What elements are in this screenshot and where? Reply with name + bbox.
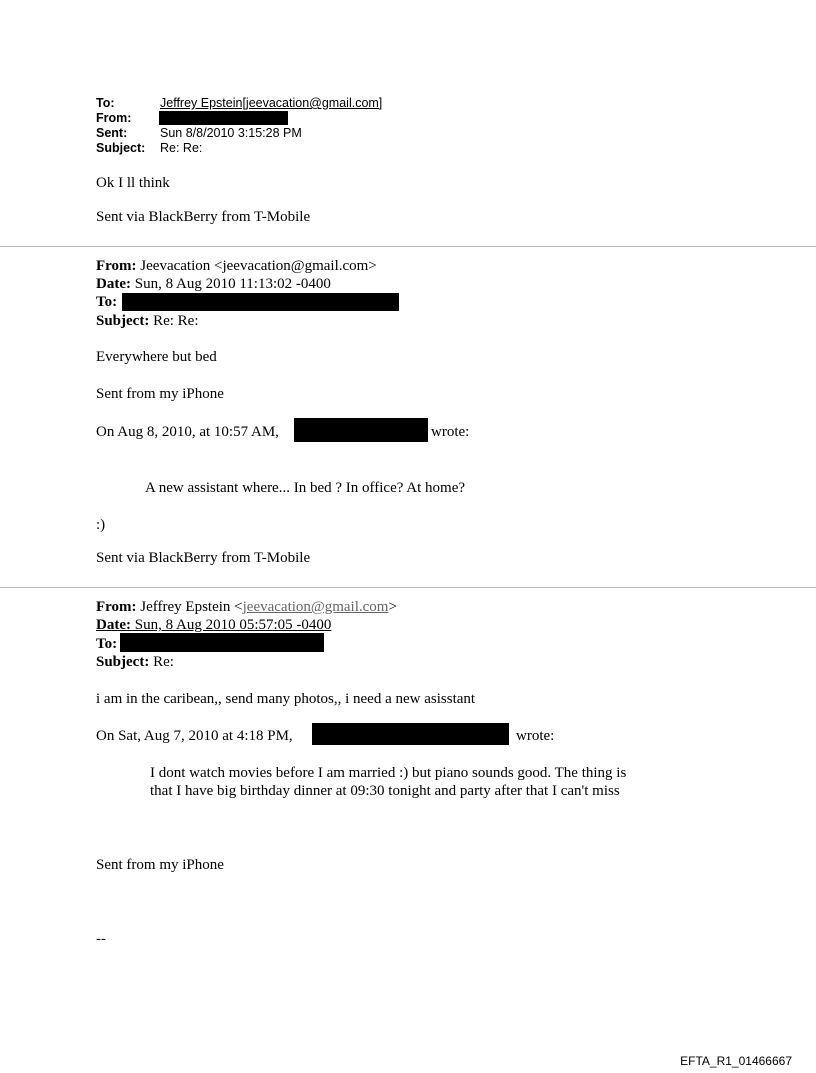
to-line bbox=[96, 636, 117, 653]
from-label: From: bbox=[96, 599, 137, 615]
date-label: Date: bbox=[96, 276, 131, 292]
date-value: Sun, 8 Aug 2010 05:57:05 -0400 bbox=[130, 617, 332, 633]
to-line bbox=[96, 294, 117, 311]
closing-dashes: -- bbox=[96, 931, 106, 947]
redaction-box bbox=[120, 633, 324, 652]
subject-label: Subject: bbox=[96, 313, 150, 329]
from-label: From: bbox=[96, 258, 137, 274]
from-value: Jeevacation <jeevacation@gmail.com> bbox=[136, 258, 377, 274]
message-body: Ok I ll think bbox=[96, 175, 170, 191]
quote-intro: On Sat, Aug 7, 2010 at 4:18 PM, bbox=[96, 728, 293, 744]
smiley-text: :) bbox=[96, 517, 106, 533]
from-value: Jeffrey Epstein < bbox=[136, 599, 243, 615]
to-label: To: bbox=[96, 636, 118, 652]
date-label: Date: bbox=[96, 617, 131, 633]
divider bbox=[0, 587, 816, 588]
date-line bbox=[96, 276, 331, 293]
quote-wrote: wrote: bbox=[431, 424, 470, 440]
quote-intro: On Aug 8, 2010, at 10:57 AM, bbox=[96, 424, 279, 440]
subject-label: Subject: bbox=[96, 654, 150, 670]
from-line bbox=[96, 258, 377, 275]
subject-line bbox=[96, 313, 199, 330]
from-line bbox=[96, 599, 397, 616]
redaction-box bbox=[312, 723, 509, 745]
subject-value: Re: bbox=[149, 654, 174, 670]
to-label: To: bbox=[96, 96, 115, 110]
sent-value: Sun 8/8/2010 3:15:28 PM bbox=[160, 126, 302, 140]
signature: Sent from my iPhone bbox=[96, 386, 224, 402]
subject-line bbox=[96, 654, 174, 671]
message-body: i am in the caribean,, send many photos,, i need a new asisstant bbox=[96, 691, 476, 707]
subject-label: Subject: bbox=[96, 141, 146, 155]
from-value-end: > bbox=[388, 599, 397, 615]
email-link[interactable]: jeevacation@gmail.com bbox=[242, 599, 389, 615]
sent-label: Sent: bbox=[96, 126, 128, 140]
message-body: Everywhere but bed bbox=[96, 349, 217, 365]
to-label: To: bbox=[96, 294, 118, 310]
quote-wrote: wrote: bbox=[516, 728, 555, 744]
divider bbox=[0, 246, 816, 247]
signature: Sent from my iPhone bbox=[96, 857, 224, 873]
quoted-text-line1: I dont watch movies before I am married :) but piano sounds good. The thing is bbox=[150, 765, 627, 781]
redaction-box bbox=[122, 293, 399, 311]
date-value: Sun, 8 Aug 2010 11:13:02 -0400 bbox=[130, 276, 331, 292]
signature: Sent via BlackBerry from T-Mobile bbox=[96, 209, 311, 225]
quoted-text-line2: that I have big birthday dinner at 09:30 tonight and party after that I can't miss bbox=[150, 783, 620, 799]
redaction-box bbox=[159, 111, 288, 125]
date-line bbox=[96, 617, 331, 634]
quoted-text: A new assistant where... In bed ? In office? At home? bbox=[145, 480, 466, 496]
subject-value: Re: Re: bbox=[149, 313, 199, 329]
redaction-box bbox=[294, 418, 428, 442]
to-value[interactable]: Jeffrey Epstein[jeevacation@gmail.com] bbox=[160, 96, 383, 110]
subject-value: Re: Re: bbox=[160, 141, 203, 155]
quoted-signature: Sent via BlackBerry from T-Mobile bbox=[96, 550, 311, 566]
from-label: From: bbox=[96, 111, 132, 125]
document-id: EFTA_R1_01466667 bbox=[680, 1054, 792, 1068]
